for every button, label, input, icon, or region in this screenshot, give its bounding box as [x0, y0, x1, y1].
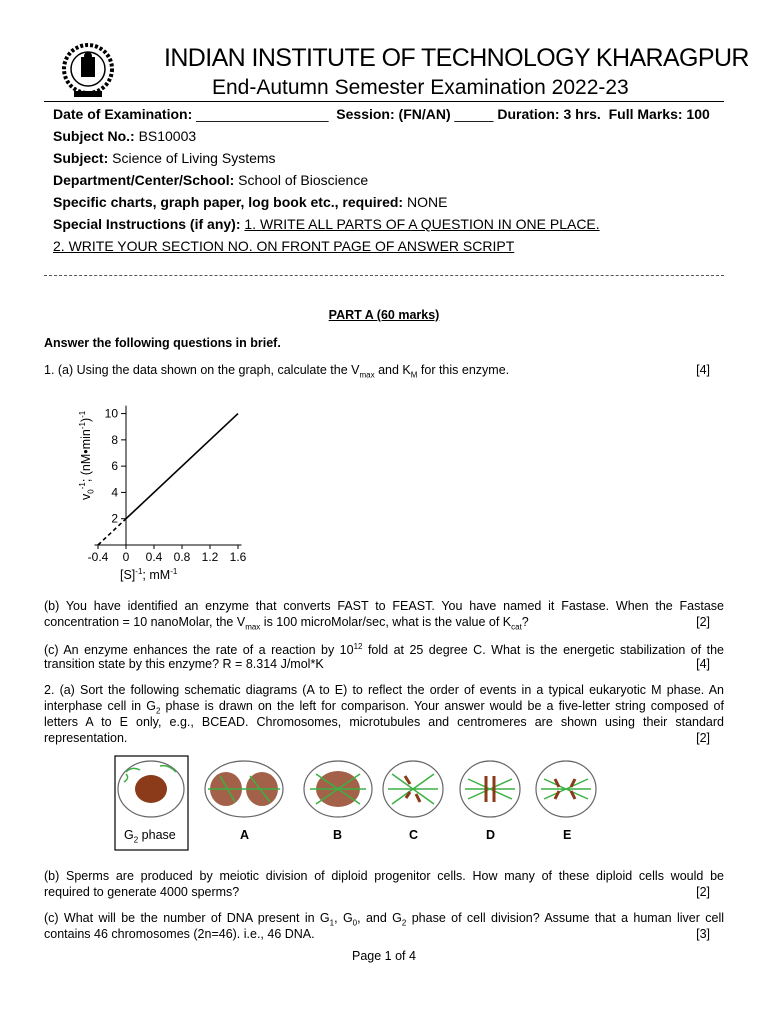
header-divider — [44, 101, 724, 102]
cell-label-c: C — [409, 828, 419, 842]
subject: Science of Living Systems — [112, 150, 276, 166]
exam-title: End-Autumn Semester Examination 2022-23 — [212, 76, 629, 99]
cell-label-a: A — [240, 828, 250, 842]
x-tick-label: 1.2 — [201, 550, 219, 564]
q1c-line2: transition state by this enzyme? R = 8.314 J/mol*K [4] — [44, 657, 710, 671]
cell-d — [460, 761, 520, 817]
cell-label-b: B — [333, 828, 343, 842]
y-tick-label: 2 — [111, 511, 118, 526]
q2c-line2: contains 46 chromosomes (2n=46). i.e., 46 DNA. [3] — [44, 927, 710, 941]
full-marks: Full Marks: 100 — [608, 106, 710, 122]
exam-meta-line — [53, 106, 710, 122]
cell-e — [536, 761, 596, 817]
duration: Duration: 3 hrs. — [497, 106, 601, 122]
y-tick-label: 6 — [111, 459, 118, 474]
subject-line — [53, 150, 276, 166]
instr1: 1. WRITE ALL PARTS OF A QUESTION IN ONE PLACE. — [244, 216, 600, 232]
charts-line — [53, 194, 447, 210]
q2b-line2: required to generate 4000 sperms? [2] — [44, 885, 710, 899]
y-tick-label: 8 — [111, 432, 118, 447]
q2a-line3: letters A to E only, e.g., BCEAD. Chromosomes, microtubules and centromeres are shown using their standard — [44, 715, 724, 729]
q1b-line1: (b) You have identified an enzyme that converts FAST to FEAST. You have named it Fastase. When the Fastase — [44, 599, 724, 613]
y-tick-label: 4 — [111, 485, 118, 500]
mitosis-diagrams — [110, 754, 610, 854]
cell-c — [383, 761, 443, 817]
dept-label: Department/Center/School: — [53, 172, 235, 188]
instr2: 2. WRITE YOUR SECTION NO. ON FRONT PAGE OF ANSWER SCRIPT — [53, 238, 515, 254]
dashed-divider — [44, 275, 724, 276]
q2a-line4: representation. [2] — [44, 731, 710, 745]
x-tick-label: 0.8 — [173, 550, 191, 564]
graph-ylabel: $v_0^{-1}$; $(nM•\min^{-1})^{-1}$ — [78, 410, 96, 500]
instr-label: Special Instructions (if any): — [53, 216, 241, 232]
x-tick-label: -0.4 — [87, 550, 109, 564]
subject-no: BS10003 — [138, 128, 197, 144]
session-blank: _____ — [454, 106, 494, 122]
y-tick-label: 10 — [104, 406, 118, 421]
x-tick-label: 0 — [122, 550, 130, 564]
date-label: Date of Examination: — [53, 106, 193, 122]
session-label: Session: (FN/AN) — [336, 106, 451, 122]
charts: NONE — [406, 194, 448, 210]
page-footer: Page 1 of 4 — [352, 949, 416, 963]
dept-line — [53, 172, 368, 188]
institute-title: INDIAN INSTITUTE OF TECHNOLOGY KHARAGPUR — [164, 44, 749, 72]
q2c-line1: (c) What will be the number of DNA present in $G_1$, $G_0$, and $G_2$ phase of cell division? Assume that a human liver cell — [44, 911, 724, 928]
cell-label-e: E — [563, 828, 572, 842]
cell-a — [205, 761, 283, 817]
cell-label-d: D — [486, 828, 496, 842]
q1b-line2: concentration = 10 nanoMolar, the $V_{max}$ is 100 microMolar/sec, what is the value of $K_{cat}$? [2] — [44, 615, 710, 632]
lineweaver-burk-graph — [78, 392, 258, 590]
g2-cell — [118, 761, 184, 817]
q2a-line1: 2. (a) Sort the following schematic diagrams (A to E) to reflect the order of events in a typical eukaryotic M phase. An — [44, 683, 724, 697]
q1c-line1: (c) An enzyme enhances the rate of a reaction by $10^{12}$ fold at 25 degree C. What is the energetic stabilization of the — [44, 642, 724, 658]
instructions-line — [53, 216, 600, 232]
cell-b — [304, 761, 372, 817]
date-blank: _________________ — [196, 106, 329, 122]
q2a-line2: interphase cell in $G_2$ phase is drawn on the left for comparison. Your answer would be a five-letter string composed of — [44, 699, 724, 716]
data-line — [126, 414, 238, 519]
iit-logo — [60, 41, 116, 101]
q2b-line1: (b) Sperms are produced by meiotic division of diploid progenitor cells. How many of these diploid cells would be — [44, 869, 724, 883]
dept: School of Bioscience — [238, 172, 369, 188]
q1a: 1. (a) Using the data shown on the graph, calculate the $V_{max}$ and $K_M$ for this enzyme. [4] — [44, 363, 710, 380]
q1a-marks: [4] — [696, 363, 710, 377]
part-heading: PART A (60 marks) — [328, 308, 440, 322]
x-tick-label: 1.6 — [229, 550, 247, 564]
subject-no-label: Subject No.: — [53, 128, 135, 144]
x-tick-label: 0.4 — [145, 550, 163, 564]
g2-label: $G_2$ phase — [124, 828, 176, 845]
subject-label: Subject: — [53, 150, 109, 166]
charts-label: Specific charts, graph paper, log book etc., required: — [53, 194, 404, 210]
subject-no-line — [53, 128, 196, 144]
graph-xlabel: $[S]^{-1}$; $mM^{-1}$ — [120, 567, 178, 583]
intro: Answer the following questions in brief. — [44, 336, 281, 350]
